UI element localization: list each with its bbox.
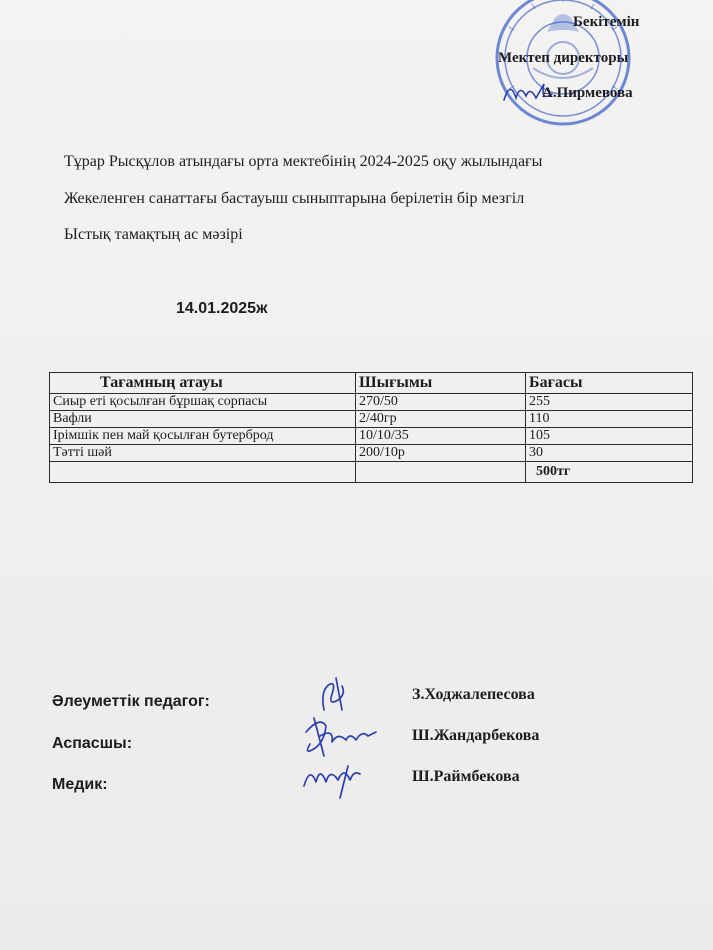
dish-name: Тәтті шәй <box>50 445 356 462</box>
column-header-dish: Тағамның атауы <box>50 373 356 394</box>
dish-yield: 200/10р <box>356 445 526 462</box>
table-row <box>50 411 693 428</box>
role-social-pedagogue: Әлеуметтік педагог: <box>52 693 210 710</box>
menu-table <box>49 372 693 483</box>
dish-price: 105 <box>526 428 693 445</box>
menu-title-line-2: Жекеленген санаттағы бастауыш сыныптарына берілетін бір мезгіл <box>64 190 525 207</box>
role-cook: Аспасшы: <box>52 735 133 752</box>
total-empty-cell <box>356 462 526 483</box>
approval-director-name: А.Пирмевова <box>542 85 633 101</box>
name-cook: Ш.Жандарбекова <box>412 727 540 744</box>
dish-price: 30 <box>526 445 693 462</box>
dish-price: 110 <box>526 411 693 428</box>
column-header-price: Бағасы <box>526 373 693 394</box>
total-price: 500тг <box>526 462 693 483</box>
table-row <box>50 428 693 445</box>
total-empty-cell <box>50 462 356 483</box>
dish-yield: 10/10/35 <box>356 428 526 445</box>
dish-price: 255 <box>526 394 693 411</box>
column-header-yield: Шығымы <box>356 373 526 394</box>
dish-yield: 270/50 <box>356 394 526 411</box>
table-total-row <box>50 462 693 483</box>
approval-role: Мектеп директоры <box>498 50 629 66</box>
role-medic: Медик: <box>52 776 108 793</box>
handwritten-signatures-icon <box>290 670 390 805</box>
dish-name: Вафли <box>50 411 356 428</box>
table-row <box>50 445 693 462</box>
dish-name: Сиыр еті қосылған бұршақ сорпасы <box>50 394 356 411</box>
name-social-pedagogue: З.Ходжалепесова <box>412 686 535 703</box>
table-header-row <box>50 373 693 394</box>
table-row <box>50 394 693 411</box>
approval-title: Бекітемін <box>573 14 640 30</box>
menu-date: 14.01.2025ж <box>176 300 268 317</box>
menu-title-line-1: Тұрар Рысқұлов атындағы орта мектебінің 2024-2025 оқу жылындағы <box>64 153 543 170</box>
name-medic: Ш.Раймбекова <box>412 768 520 785</box>
dish-name: Ірімшік пен май қосылған бутерброд <box>50 428 356 445</box>
dish-yield: 2/40гр <box>356 411 526 428</box>
menu-title-line-3: Ыстық тамақтың ас мәзірі <box>64 226 243 243</box>
